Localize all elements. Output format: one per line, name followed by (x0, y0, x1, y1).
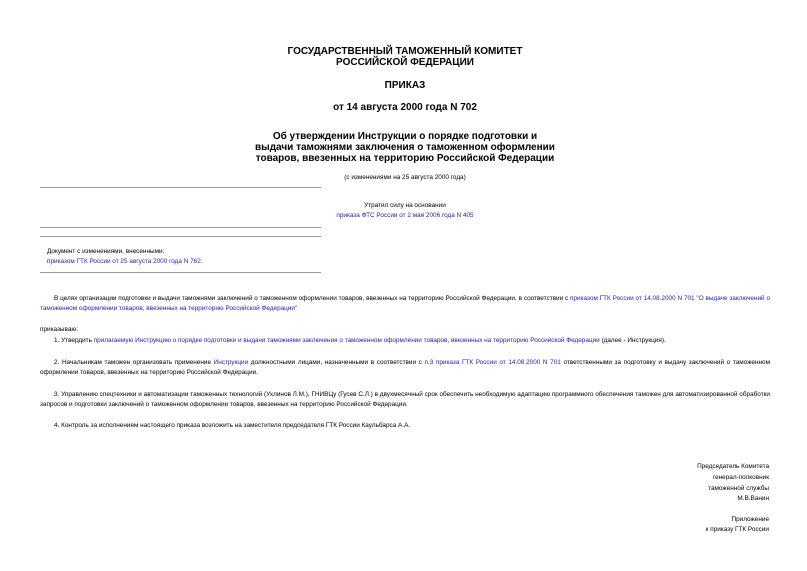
divider (40, 236, 321, 237)
signature-position: Председатель Комитета (697, 463, 769, 470)
item-4: 4. Контроль за исполнением настоящего приказа возложить на заместителя председателя ГТК России Каульбарса А.А. (54, 422, 411, 429)
changes-order-link[interactable]: приказом ГТК России от 25 августа 2000 года N 762. (47, 258, 203, 265)
signature-service: таможенной службы (708, 485, 769, 492)
appendix-order-ref: к приказу ГТК России (705, 526, 769, 533)
divider (40, 187, 321, 188)
order-701-link[interactable]: приказом ГТК России от 14.08.2000 N (570, 295, 683, 302)
order-701-clause3-link[interactable]: п.3 приказа ГТК России от 14.08.2000 N 701 (424, 359, 561, 366)
instruction-ref-link[interactable]: Инструкции (213, 359, 249, 366)
divider (40, 227, 321, 228)
item-2 (40, 358, 770, 378)
repeal-note: Утратил силу на основании (364, 202, 446, 209)
instruction-link[interactable]: прилагаемую Инструкцию о порядке подготовки и выдачи таможнями заключения о таможенном оформлении товаров, ввезенных на территорию Российской Федерации (93, 337, 600, 344)
divider (40, 272, 321, 273)
amendment-note: (с изменениями на 25 августа 2000 года) (344, 174, 466, 181)
changes-note: Документ с изменениями, внесенными: (47, 248, 165, 255)
doc-date-number: от 14 августа 2000 года N 702 (333, 102, 477, 113)
item-1-text: 1. Утвердить (54, 337, 94, 344)
item-2-text: 2. Начальникам таможен организовать применение (54, 359, 214, 366)
doc-type: ПРИКАЗ (384, 80, 426, 91)
doc-title-line3: товаров, ввезенных на территорию Российской Федерации (255, 153, 555, 164)
doc-title-line2: выдачи таможнями заключения о таможенном оформлении (255, 142, 555, 153)
orders-word: приказываю: (40, 326, 78, 333)
item-1 (40, 336, 770, 346)
preamble-text: В целях организации подготовки и выдачи таможнями заключений о таможенном оформлении товаров, ввезенных на территорию Российской Федерации, в соответствии с (54, 295, 571, 302)
item-3: 3. Управлению спецтехники и автоматизации таможенных технологий (Ухлинов Л.М.), ГНИВЦу (Гусев С.Л.) в двухмесячный срок обеспечить необходимую адаптацию программного обеспечения таможен для автоматизированной обработки запросов и подготовки заключений о таможенном оформлении товаров, ввезенных на территорию Российской Федерации. (40, 391, 770, 408)
order-701-title-link[interactable]: 701 "О выдаче заключений о таможенном оформлении товаров, ввезенных на территорию Российской Федерации" (40, 295, 771, 312)
repeal-order-link[interactable]: приказа ФТС России от 2 мая 2006 года N 405 (336, 212, 474, 219)
item-2-tail: ответственными за подготовку и выдачу заключений о таможенном оформлении товаров, ввезенных на территорию Российской Федерации. (40, 359, 770, 376)
item-1-tail: (далее - Инструкция). (599, 337, 666, 344)
signature-rank: генерал-полковник (712, 474, 769, 481)
signature-name: М.В.Ванин (737, 495, 769, 502)
org-name-line1: ГОСУДАРСТВЕННЫЙ ТАМОЖЕННЫЙ КОМИТЕТ (287, 46, 523, 57)
appendix-label: Приложение (731, 516, 769, 523)
doc-title-line1: Об утверждении Инструкции о порядке подготовки и (272, 131, 538, 142)
item-2-middle: должностными лицами, назначенными в соответствии с (248, 359, 425, 366)
preamble-paragraph (40, 294, 770, 314)
org-name-line2: РОССИЙСКОЙ ФЕДЕРАЦИИ (336, 57, 474, 68)
